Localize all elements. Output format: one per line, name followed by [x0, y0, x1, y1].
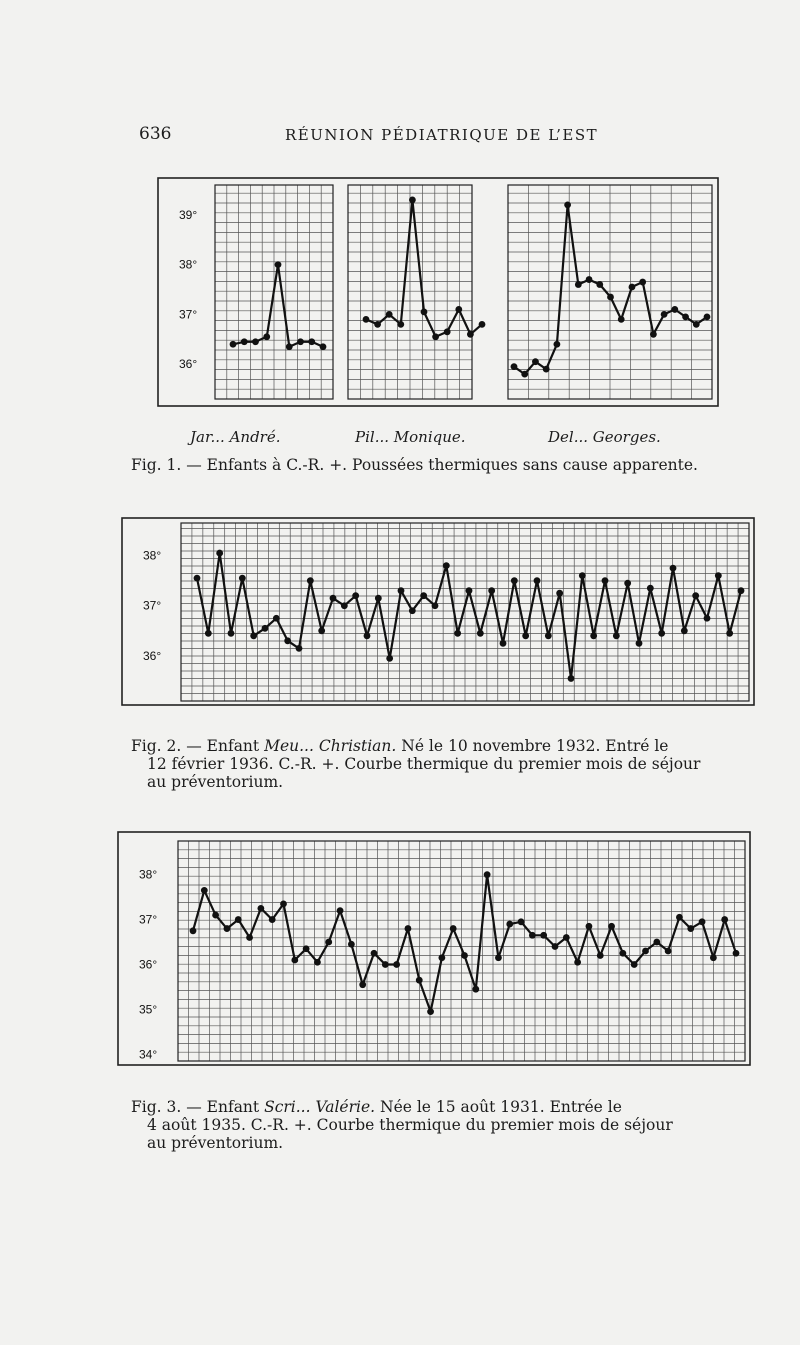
fig2-point-24: [454, 630, 461, 637]
fig1-panel-2-point-1: [363, 316, 370, 323]
fig2-tick-label-2: 37°: [143, 598, 162, 613]
fig2-point-47: [715, 572, 722, 579]
fig1-panel-3-point-17: [682, 313, 689, 320]
fig3-point-33: [552, 943, 559, 950]
fig1-panel-3-point-7: [575, 281, 582, 288]
fig2-point-1: [194, 575, 201, 582]
fig1-panel-2-point-11: [479, 321, 486, 328]
fig3-point-49: [733, 950, 740, 957]
fig3-point-35: [574, 959, 581, 966]
figure-3-caption: Fig. 3. — Enfant Scri... Valérie. Née le 15 août 1931. Entrée le 4 août 1935. C.-R. +. Courbe thermique du premier mois de séjour au préventorium.: [131, 1098, 673, 1152]
fig2-point-49: [738, 587, 745, 594]
fig1-panel-3-point-11: [618, 316, 625, 323]
fig3-point-12: [314, 959, 321, 966]
fig3-point-16: [359, 981, 366, 988]
fig2-point-23: [443, 562, 450, 569]
figure-1-panel-2: [348, 185, 485, 399]
fig3-point-29: [506, 921, 513, 928]
fig2-point-39: [624, 580, 631, 587]
figure-3-chart: [117, 831, 753, 1069]
fig1-panel-3-point-3: [532, 358, 539, 365]
fig3-point-13: [325, 939, 332, 946]
fig1-panel-2-point-4: [397, 321, 404, 328]
fig2-point-44: [681, 627, 688, 634]
fig1-panel-1-point-1: [230, 341, 237, 348]
fig2-point-5: [239, 575, 246, 582]
fig1-panel-2-point-8: [444, 328, 451, 335]
fig3-point-11: [303, 945, 310, 952]
fig1-panel-1-point-2: [241, 338, 248, 345]
fig1-panel-3-point-9: [596, 281, 603, 288]
fig2-point-46: [704, 615, 711, 622]
fig2-point-40: [636, 640, 643, 647]
fig2-point-32: [545, 632, 552, 639]
figure-1-caption-text: Enfants à C.-R. +. Poussées thermiques sans cause apparente.: [206, 456, 698, 474]
fig3-tick-label-3: 36°: [139, 957, 158, 972]
fig3-point-27: [484, 871, 491, 878]
fig1-panel-3-point-18: [693, 321, 700, 328]
fig2-point-9: [284, 637, 291, 644]
fig1-panel-3-point-19: [704, 313, 711, 320]
fig1-panel-3-point-15: [661, 311, 668, 318]
fig1-panel-2-point-3: [386, 311, 393, 318]
fig3-point-26: [472, 986, 479, 993]
fig2-point-7: [262, 625, 269, 632]
fig2-point-26: [477, 630, 484, 637]
fig2-point-6: [250, 632, 257, 639]
fig2-point-4: [228, 630, 235, 637]
panel-label-3: Del... Georges.: [548, 428, 661, 446]
fig1-panel-3-point-4: [543, 366, 550, 373]
fig1-panel-1-point-6: [286, 343, 293, 350]
fig1-panel-1-point-5: [275, 261, 282, 268]
fig3-point-42: [653, 939, 660, 946]
fig1-panel-1-point-9: [320, 343, 327, 350]
fig3-tick-label-1: 38°: [139, 867, 158, 882]
fig2-point-38: [613, 632, 620, 639]
fig1-panel-3-point-2: [521, 371, 528, 378]
fig2-point-19: [398, 587, 405, 594]
fig2-point-42: [658, 630, 665, 637]
fig3-point-19: [393, 961, 400, 968]
fig2-point-28: [500, 640, 507, 647]
fig3-point-44: [676, 914, 683, 921]
figure-2-caption: Fig. 2. — Enfant Meu... Christian. Né le 10 novembre 1932. Entré le 12 février 1936. C.-R. +. Courbe thermique du premier mois de séjour au préventorium.: [131, 737, 701, 791]
fig3-point-21: [416, 977, 423, 984]
fig2-point-22: [432, 602, 439, 609]
fig2-grid: [181, 523, 749, 701]
running-title: RÉUNION PÉDIATRIQUE DE L’EST: [285, 126, 599, 144]
fig1-panel-3-series-line: [514, 205, 707, 374]
fig3-point-37: [597, 952, 604, 959]
fig2-point-45: [692, 592, 699, 599]
fig2-point-31: [534, 577, 541, 584]
fig3-point-8: [269, 916, 276, 923]
fig3-point-40: [631, 961, 638, 968]
fig1-panel-2-series-line: [366, 200, 482, 337]
fig3-point-10: [291, 957, 298, 964]
fig3-point-43: [665, 948, 672, 955]
fig1-panel-2-point-7: [432, 333, 439, 340]
fig1-panel-3-point-14: [650, 331, 657, 338]
figure-2-chart: [121, 517, 757, 709]
fig2-point-41: [647, 585, 654, 592]
fig3-point-5: [235, 916, 242, 923]
panel-label-2: Pil... Monique.: [355, 428, 466, 446]
fig3-point-17: [371, 950, 378, 957]
fig1-panel-1-point-7: [297, 338, 304, 345]
fig3-point-23: [438, 954, 445, 961]
fig3-point-6: [246, 934, 253, 941]
fig3-point-31: [529, 932, 536, 939]
fig3-point-1: [190, 927, 197, 934]
fig3-point-24: [450, 925, 457, 932]
fig2-point-12: [318, 627, 325, 634]
fig1-panel-1-tick-label-1: 39°: [179, 207, 198, 222]
fig1-panel-3-point-12: [629, 284, 636, 291]
fig3-point-20: [405, 925, 412, 932]
fig2-point-8: [273, 615, 280, 622]
fig3-point-9: [280, 900, 287, 907]
figure-1-panel-3: [508, 185, 712, 399]
fig3-point-34: [563, 934, 570, 941]
fig2-point-15: [352, 592, 359, 599]
fig3-tick-label-4: 35°: [139, 1002, 158, 1017]
fig3-tick-label-5: 34°: [139, 1047, 158, 1062]
fig1-panel-2-point-5: [409, 197, 416, 204]
fig3-point-7: [257, 905, 264, 912]
fig1-panel-3-point-13: [639, 279, 646, 286]
fig1-panel-1-tick-label-2: 38°: [179, 257, 198, 272]
fig1-panel-3-point-16: [671, 306, 678, 313]
fig3-point-3: [212, 912, 219, 919]
fig2-point-10: [296, 645, 303, 652]
fig1-panel-1-point-3: [252, 338, 259, 345]
fig3-point-15: [348, 941, 355, 948]
fig3-point-4: [224, 925, 231, 932]
fig1-panel-3-point-8: [586, 276, 593, 283]
fig2-point-17: [375, 595, 382, 602]
fig1-panel-2-point-2: [374, 321, 381, 328]
fig2-point-11: [307, 577, 314, 584]
fig1-panel-3-point-5: [553, 341, 560, 348]
fig2-point-30: [522, 632, 529, 639]
fig2-tick-label-1: 38°: [143, 548, 162, 563]
fig1-panel-1-tick-label-4: 36°: [179, 357, 198, 372]
fig3-point-2: [201, 887, 208, 894]
fig1-panel-3-grid: [508, 185, 712, 399]
fig3-point-41: [642, 948, 649, 955]
fig3-point-47: [710, 954, 717, 961]
fig2-point-48: [726, 630, 733, 637]
fig3-point-32: [540, 932, 547, 939]
fig1-panel-3-point-10: [607, 294, 614, 301]
fig1-panel-2-point-6: [421, 309, 428, 316]
fig3-point-14: [337, 907, 344, 914]
fig3-point-48: [721, 916, 728, 923]
fig2-point-33: [556, 590, 563, 597]
fig2-point-14: [341, 602, 348, 609]
fig2-point-36: [590, 632, 597, 639]
figure-1-panel-1: [179, 185, 333, 399]
fig2-point-27: [488, 587, 495, 594]
figure-1-caption: Fig. 1. — Enfants à C.-R. +. Poussées thermiques sans cause apparente.: [131, 456, 698, 474]
fig3-point-18: [382, 961, 389, 968]
fig2-point-35: [579, 572, 586, 579]
fig1-panel-2-point-10: [467, 331, 474, 338]
fig2-point-29: [511, 577, 518, 584]
figure-1-chart: [157, 177, 722, 410]
fig3-point-22: [427, 1008, 434, 1015]
fig2-point-43: [670, 565, 677, 572]
fig2-point-20: [409, 607, 416, 614]
fig2-point-3: [216, 550, 223, 557]
fig3-point-46: [699, 918, 706, 925]
fig2-point-2: [205, 630, 212, 637]
fig1-panel-3-point-1: [511, 363, 518, 370]
fig1-panel-3-point-6: [564, 202, 571, 209]
fig3-point-45: [687, 925, 694, 932]
fig3-point-30: [518, 918, 525, 925]
fig3-point-36: [586, 923, 593, 930]
fig2-point-25: [466, 587, 473, 594]
fig3-point-38: [608, 923, 615, 930]
fig2-tick-label-3: 36°: [143, 648, 162, 663]
figure-1-label: Fig. 1.: [131, 456, 182, 474]
fig1-panel-1-point-4: [263, 333, 270, 340]
page-number: 636: [139, 124, 172, 144]
panel-label-1: Jar... André.: [190, 428, 281, 446]
fig2-point-37: [602, 577, 609, 584]
fig1-panel-2-point-9: [455, 306, 462, 313]
fig3-tick-label-2: 37°: [139, 912, 158, 927]
fig2-point-13: [330, 595, 337, 602]
fig2-point-34: [568, 675, 575, 682]
fig2-point-16: [364, 632, 371, 639]
fig3-point-39: [619, 950, 626, 957]
fig3-point-25: [461, 952, 468, 959]
fig1-panel-1-point-8: [308, 338, 315, 345]
fig3-point-28: [495, 954, 502, 961]
fig1-panel-1-tick-label-3: 37°: [179, 307, 198, 322]
fig2-point-21: [420, 592, 427, 599]
fig2-point-18: [386, 655, 393, 662]
